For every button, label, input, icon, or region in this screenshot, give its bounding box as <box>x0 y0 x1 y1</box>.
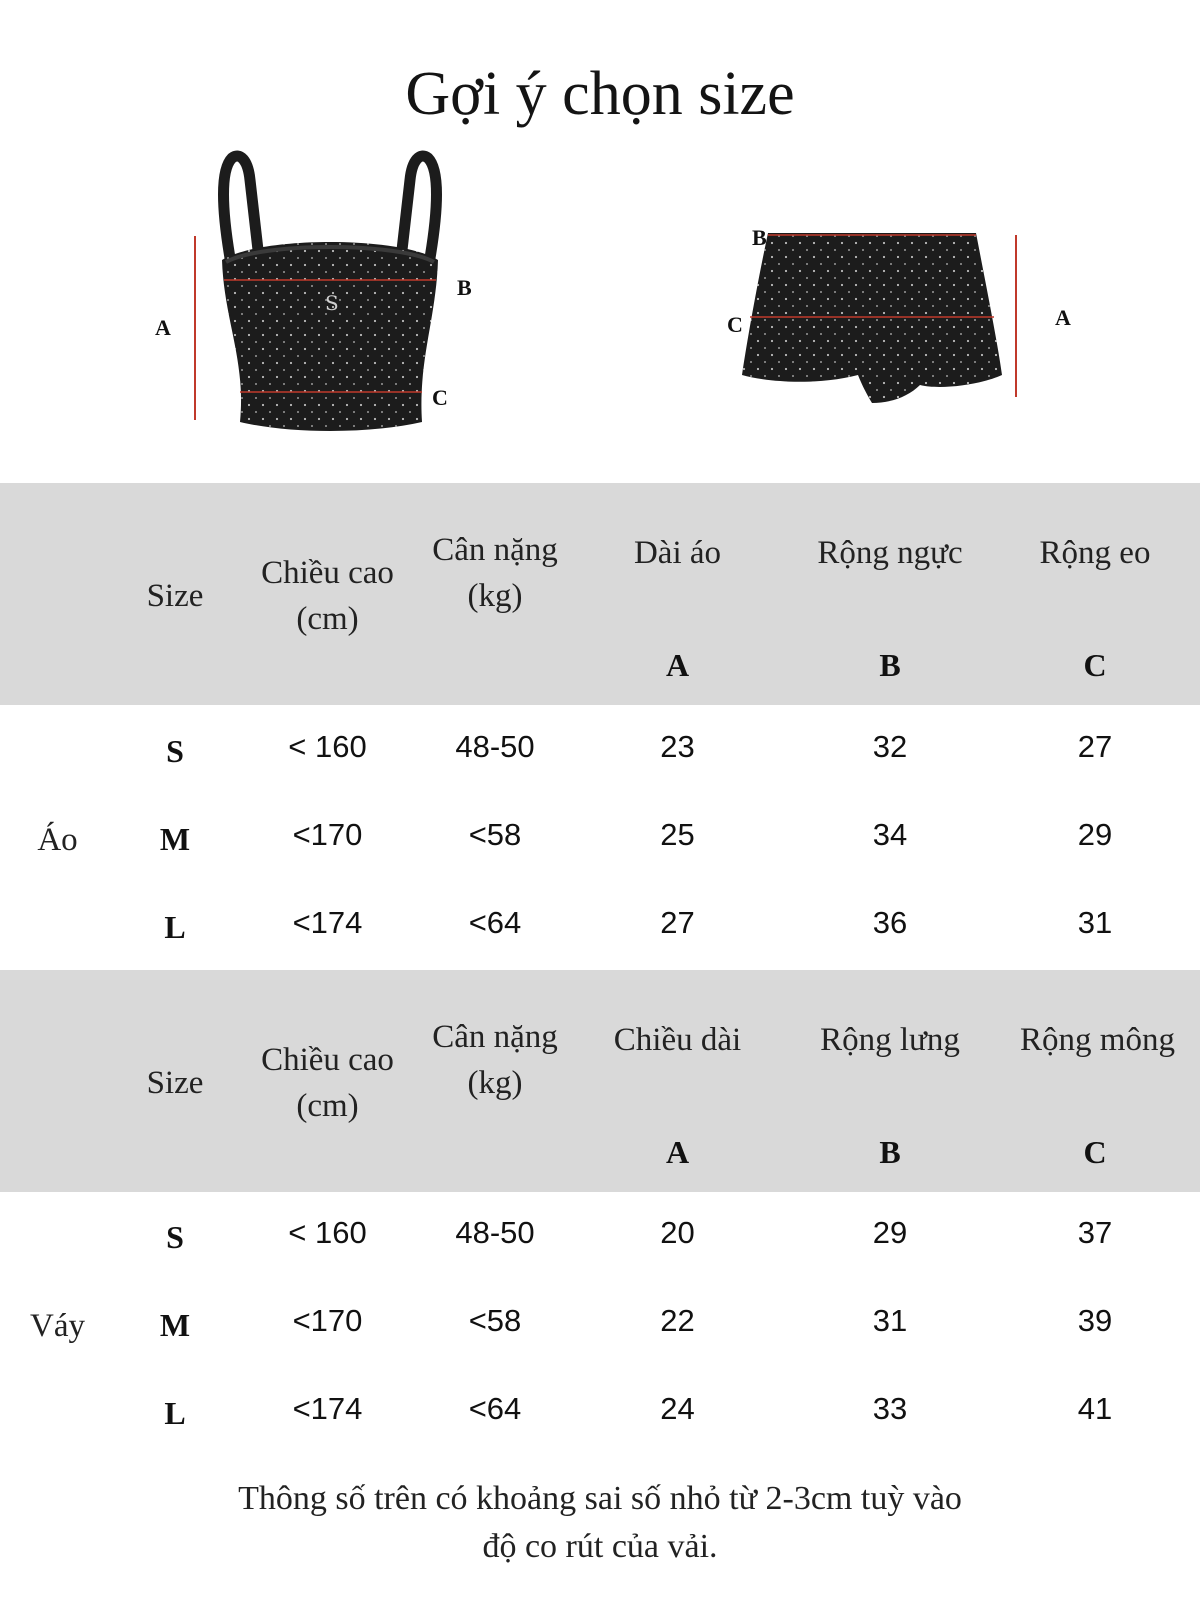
top-header-size: Size <box>146 578 204 614</box>
height-cell: < 160 <box>288 1215 367 1250</box>
skirt-label-b: B <box>752 225 767 250</box>
skirt-label-a: A <box>1055 305 1071 330</box>
skirt-label-c: C <box>727 312 743 337</box>
weight-cell: 48-50 <box>455 729 535 764</box>
value-b-cell: 33 <box>872 1391 908 1426</box>
size-cell: S <box>166 1219 184 1255</box>
value-a-cell: 22 <box>660 1303 695 1338</box>
weight-cell: <58 <box>468 1303 522 1338</box>
footnote-line-1: Thông số trên có khoảng sai số nhỏ từ 2-3cm tuỳ vào <box>238 1480 962 1517</box>
top-label-a: A <box>155 315 171 340</box>
value-a-cell: 20 <box>660 1215 695 1250</box>
value-b-cell: 29 <box>872 1215 908 1250</box>
skirt-header-size: Size <box>146 1065 204 1101</box>
skirt-header-weight: Cân nặng (kg) <box>432 1019 558 1101</box>
skirt-header-col-b: Rộng lưng <box>820 1022 960 1058</box>
value-c-cell: 39 <box>1077 1303 1113 1338</box>
size-cell: L <box>164 909 186 945</box>
top-header-letter-a: A <box>665 647 690 683</box>
skirt-header-letter-b: B <box>879 1134 901 1170</box>
skirt-header-letter-a: A <box>665 1134 690 1170</box>
footnote <box>0 1475 1200 1571</box>
top-header-height: Chiều cao (cm) <box>261 555 394 637</box>
top-header-col-c: Rộng eo <box>1039 535 1151 571</box>
value-a-cell: 23 <box>660 729 695 764</box>
skirt-garment-image <box>740 225 1040 415</box>
weight-cell: <64 <box>468 905 522 940</box>
value-c-cell: 27 <box>1077 729 1113 764</box>
height-cell: <170 <box>292 817 363 852</box>
weight-cell: <58 <box>468 817 522 852</box>
weight-cell: 48-50 <box>455 1215 535 1250</box>
size-cell: L <box>164 1395 186 1431</box>
value-c-cell: 29 <box>1077 817 1113 852</box>
top-header-col-b: Rộng ngực <box>817 535 963 571</box>
skirt-group-label: Váy <box>30 1308 85 1344</box>
value-a-cell: 25 <box>660 817 695 852</box>
value-c-cell: 37 <box>1077 1215 1113 1250</box>
size-cell: M <box>159 821 191 857</box>
top-header-weight: Cân nặng (kg) <box>432 532 558 614</box>
value-b-cell: 36 <box>872 905 908 940</box>
skirt-header-letter-c: C <box>1083 1134 1107 1170</box>
top-header-col-a: Dài áo <box>633 535 722 571</box>
value-b-cell: 34 <box>872 817 908 852</box>
value-b-cell: 32 <box>872 729 908 764</box>
value-c-cell: 31 <box>1077 905 1113 940</box>
weight-cell: <64 <box>468 1391 522 1426</box>
size-cell: S <box>166 733 184 769</box>
size-cell: M <box>159 1307 191 1343</box>
skirt-header-col-c: Rộng mông <box>1020 1022 1175 1058</box>
page-title: Gợi ý chọn size <box>405 60 795 128</box>
value-c-cell: 41 <box>1077 1391 1113 1426</box>
height-cell: < 160 <box>288 729 367 764</box>
top-label-c: C <box>432 385 448 410</box>
svg-text:S: S <box>325 291 339 315</box>
skirt-header-col-a: Chiều dài <box>613 1022 742 1058</box>
top-garment-image <box>190 150 470 450</box>
footnote-line-2: độ co rút của vải. <box>482 1528 718 1565</box>
top-label-b: B <box>457 275 472 300</box>
skirt-header-height: Chiều cao (cm) <box>261 1042 394 1124</box>
value-a-cell: 27 <box>660 905 695 940</box>
height-cell: <174 <box>292 905 363 940</box>
top-group-label: Áo <box>37 822 78 858</box>
top-header-letter-b: B <box>879 647 901 683</box>
value-a-cell: 24 <box>660 1391 695 1426</box>
value-b-cell: 31 <box>872 1303 908 1338</box>
top-header-letter-c: C <box>1083 647 1107 683</box>
height-cell: <170 <box>292 1303 363 1338</box>
height-cell: <174 <box>292 1391 363 1426</box>
